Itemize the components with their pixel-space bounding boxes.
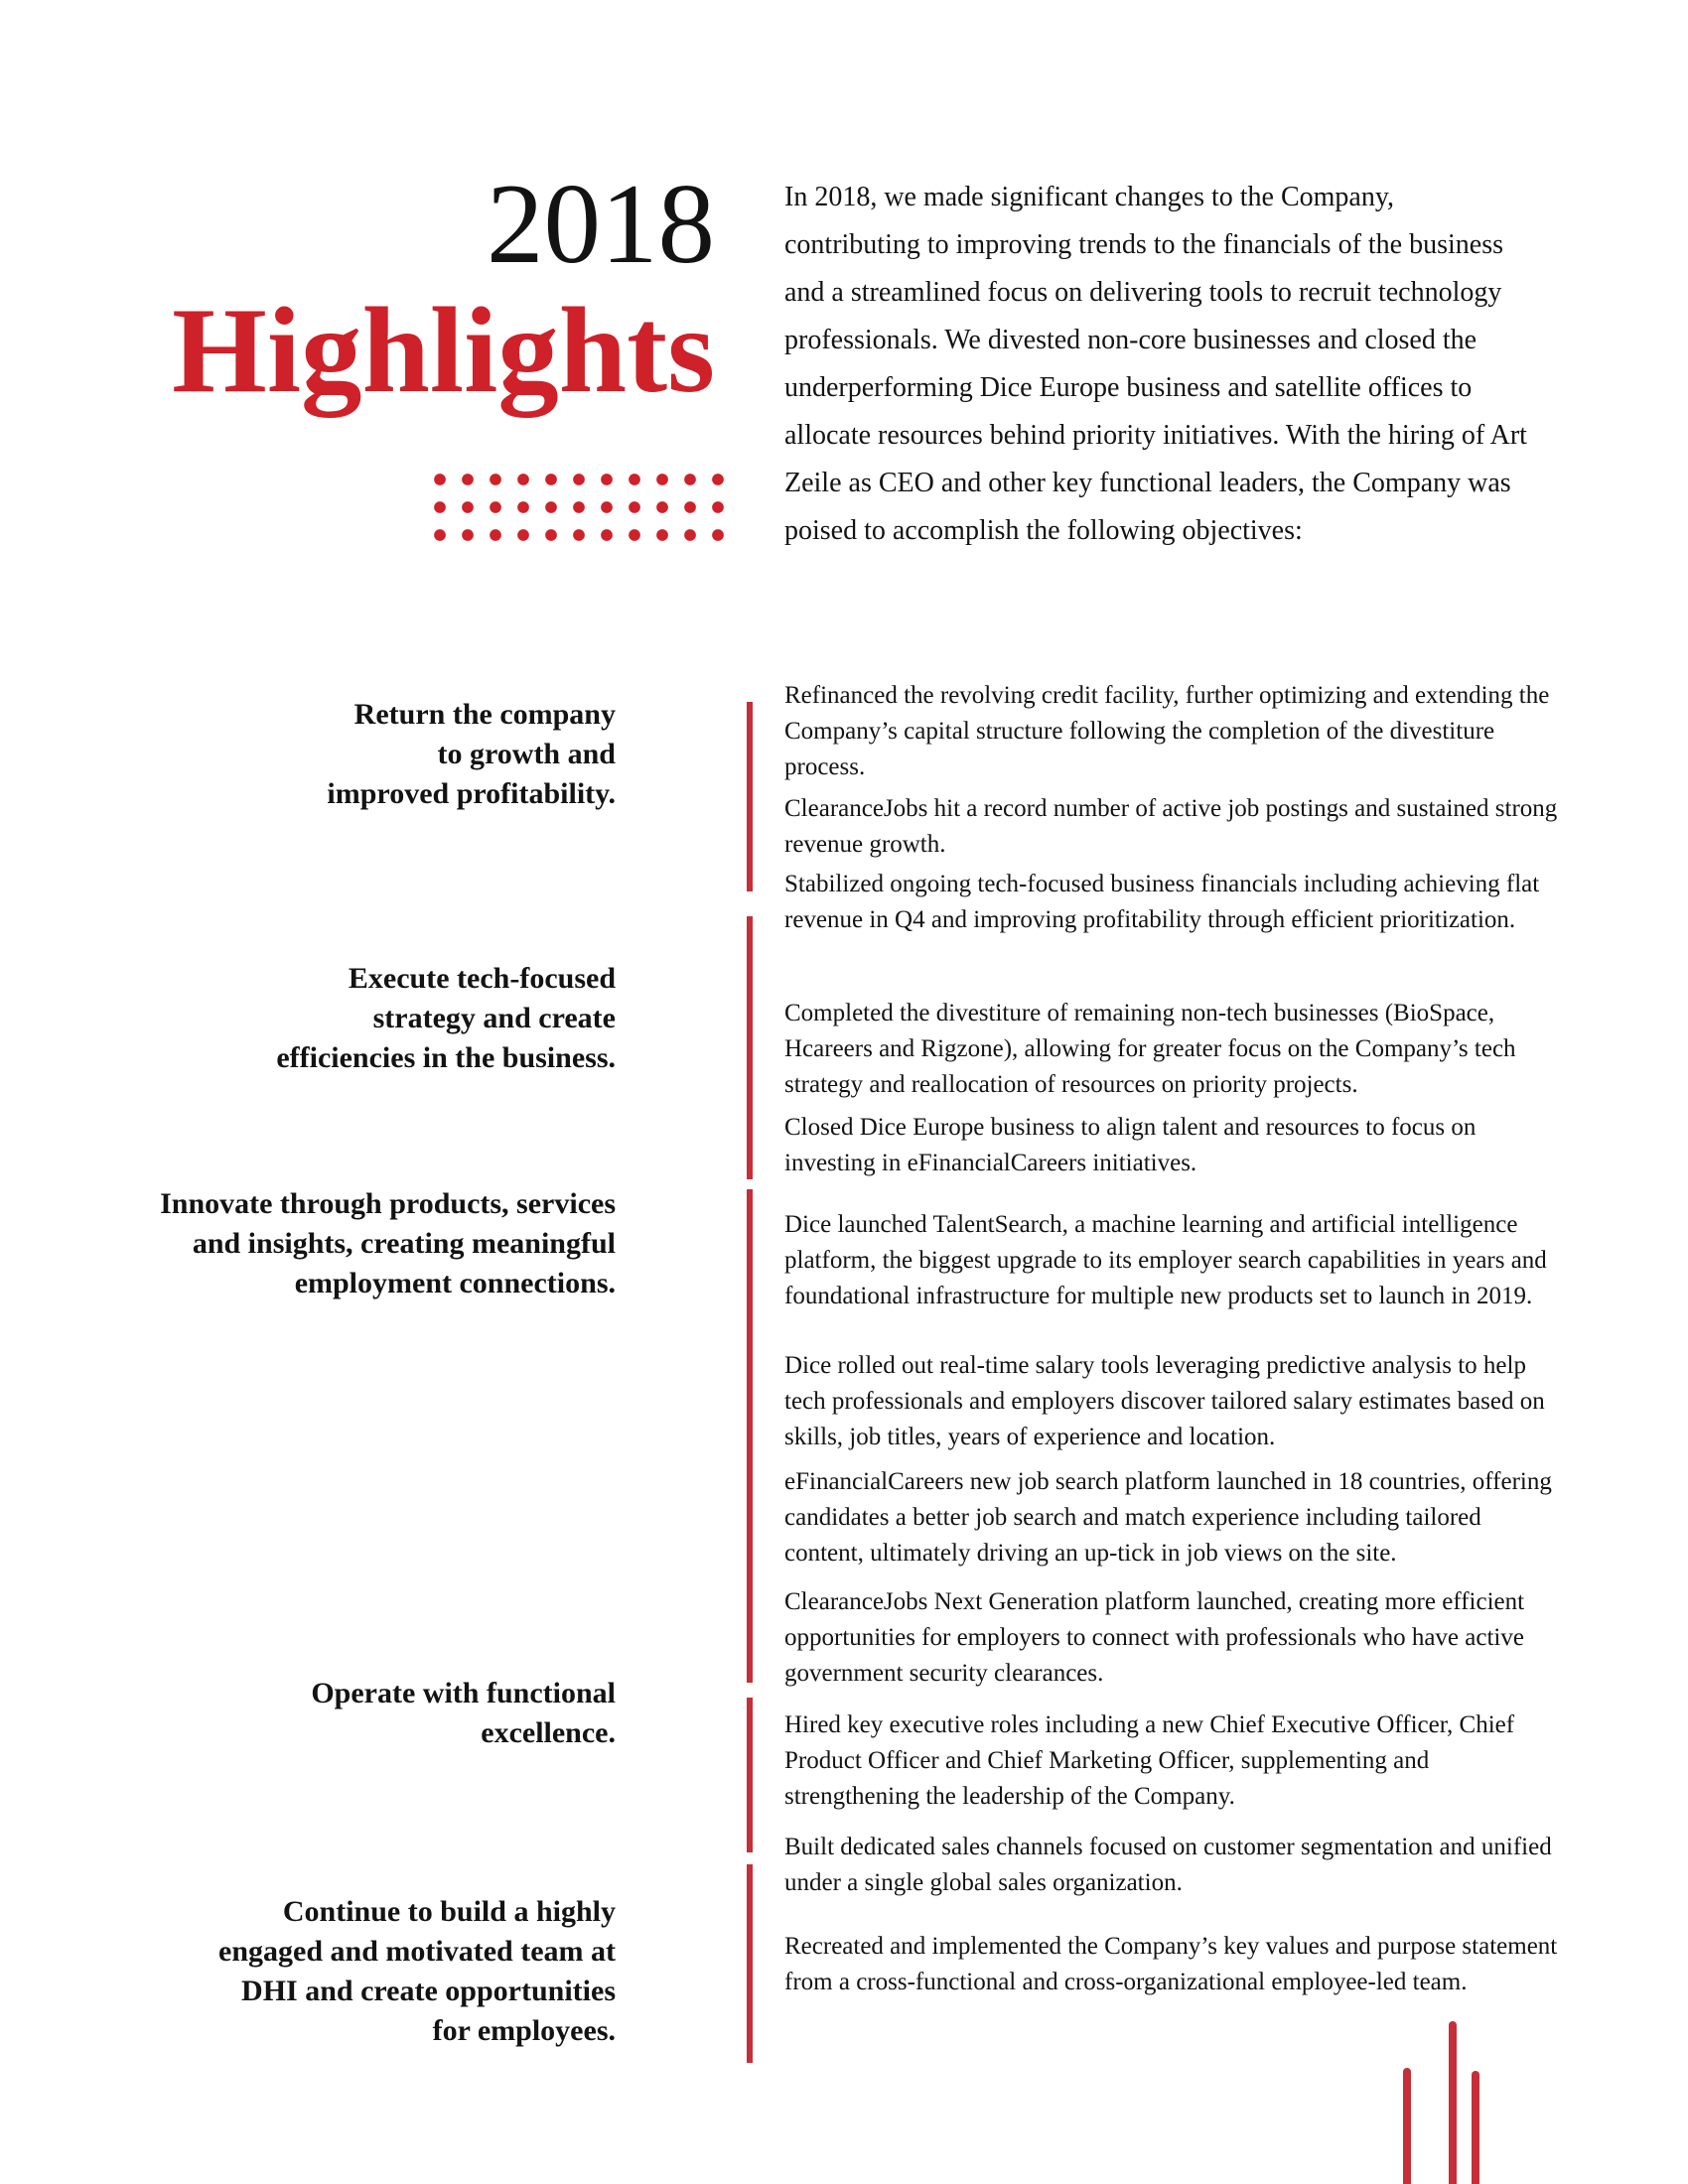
- body-paragraph: Built dedicated sales channels focused on customer segmentation and unified under a single global sales organization.: [784, 1834, 1552, 1896]
- heading-line: improved profitability.: [327, 777, 616, 810]
- heading-line: excellence.: [481, 1716, 616, 1749]
- heading-line: engaged and motivated team at: [218, 1935, 616, 1968]
- heading-line: strategy and create: [372, 1002, 616, 1034]
- section-heading-innovate-products: [139, 1184, 616, 1303]
- body-paragraph: ClearanceJobs hit a record number of active job postings and sustained strong revenue growth.: [784, 795, 1558, 858]
- body-paragraph: eFinancialCareers new job search platform launched in 18 countries, offering candidates a better job search and match experience including tailored content, ultimately driving an up-tick in job views on the site.: [784, 1468, 1552, 1567]
- heading-line: Return the company: [353, 698, 616, 731]
- body-paragraph: Dice launched TalentSearch, a machine learning and artificial intelligence platform, the biggest upgrade to its employer search capabilities in years and foundational infrastructure for multiple new products set to launch in 2019.: [784, 1211, 1547, 1309]
- intro-paragraph: In 2018, we made significant changes to the Company, contributing to improving trends to the financials of the business and a streamlined focus on delivering tools to recruit technology professionals. We divested non-core businesses and closed the underperforming Dice Europe business and satellite offices to allocate resources behind priority initiatives. With the hiring of Art Zeile as CEO and other key functional leaders, the Company was poised to accomplish the following objectives:: [784, 182, 1527, 546]
- body-paragraph: Stabilized ongoing tech-focused business financials including achieving flat revenue in Q4 and improving profitability through efficient prioritization.: [784, 871, 1540, 933]
- heading-line: Innovate through products, services: [160, 1187, 616, 1220]
- heading-line: DHI and create opportunities: [241, 1975, 616, 2007]
- heading-line: Continue to build a highly: [282, 1895, 616, 1928]
- section-heading-operate-excellence: [139, 1674, 616, 1753]
- section-heading-execute-tech-strategy: [139, 959, 616, 1078]
- heading-line: Operate with functional: [311, 1677, 616, 1709]
- heading-line: Execute tech-focused: [348, 962, 616, 995]
- page-title: Highlights: [172, 282, 715, 418]
- section-heading-return-to-growth: [139, 695, 616, 814]
- body-paragraph: Recreated and implemented the Company’s key values and purpose statement from a cross-functional and cross-organizational employee-led team.: [784, 1933, 1558, 1995]
- corner-lines-decoration: [1403, 2068, 1411, 2184]
- body-paragraph: Dice rolled out real-time salary tools leveraging predictive analysis to help tech professionals and employers discover tailored salary estimates based on skills, job titles, years of experience and location.: [784, 1352, 1545, 1450]
- body-paragraph: Refinanced the revolving credit facility, further optimizing and extending the Company’s capital structure following the completion of the divestiture process.: [784, 682, 1550, 780]
- body-paragraph: Hired key executive roles including a new Chief Executive Officer, Chief Product Officer and Chief Marketing Officer, supplementing and strengthening the leadership of the Company.: [784, 1711, 1515, 1810]
- title-year: 2018: [487, 161, 715, 287]
- section-heading-build-team: [139, 1892, 616, 2051]
- body-paragraph: Completed the divestiture of remaining non-tech businesses (BioSpace, Hcareers and Rigzone), allowing for greater focus on the Company’s tech strategy and reallocation of resources on priority projects.: [784, 1000, 1516, 1098]
- section-accent-bar: [747, 1864, 753, 2063]
- corner-lines-decoration: [1449, 2021, 1457, 2184]
- heading-line: to growth and: [437, 738, 616, 770]
- dots-pattern-decoration: [426, 466, 732, 549]
- section-accent-bar: [747, 1698, 753, 1852]
- section-accent-bar: [747, 702, 753, 891]
- section-accent-bar: [747, 1189, 753, 1683]
- body-paragraph: ClearanceJobs Next Generation platform launched, creating more efficient opportunities for employers to connect with professionals who have active government security clearances.: [784, 1588, 1525, 1687]
- heading-line: employment connections.: [294, 1267, 616, 1299]
- heading-line: for employees.: [432, 2014, 616, 2047]
- corner-lines-decoration: [1472, 2071, 1479, 2184]
- heading-line: and insights, creating meaningful: [192, 1227, 616, 1260]
- heading-line: efficiencies in the business.: [276, 1041, 616, 1074]
- body-paragraph: Closed Dice Europe business to align talent and resources to focus on investing in eFinancialCareers initiatives.: [784, 1114, 1477, 1176]
- section-accent-bar: [747, 916, 753, 1179]
